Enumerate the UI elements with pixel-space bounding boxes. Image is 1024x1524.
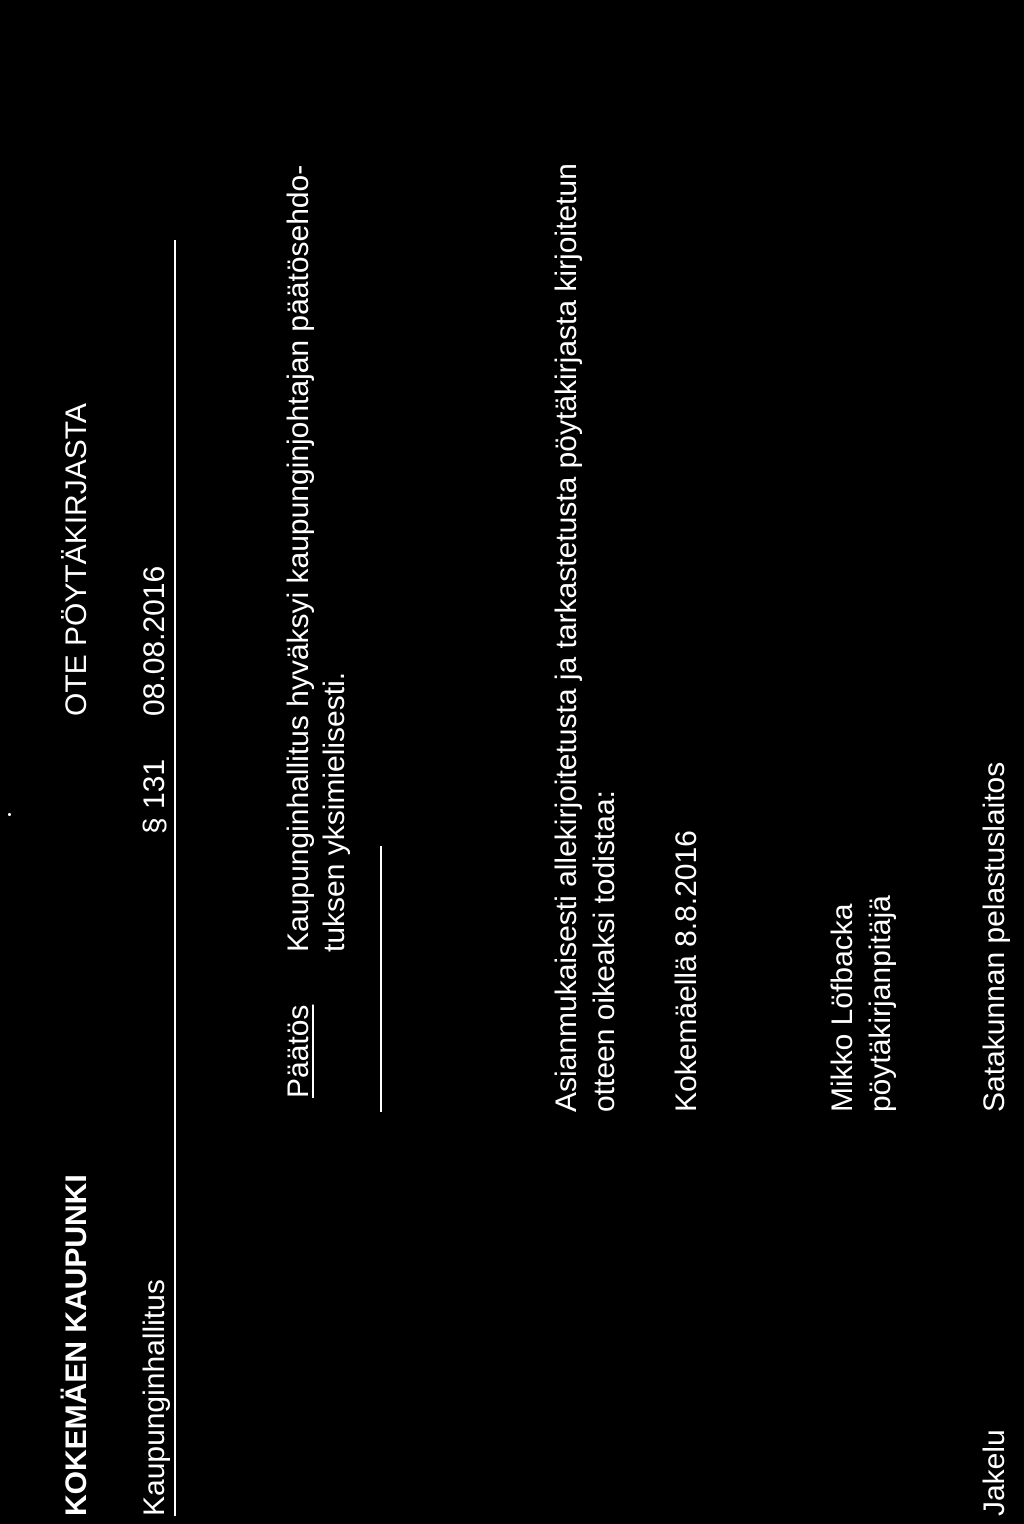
certification-line1: Asianmukaisesti allekirjoitetusta ja tarkastetusta pöytäkirjasta kirjoitetun xyxy=(550,163,583,1112)
decision-label: Päätös xyxy=(282,1004,315,1098)
distribution-label: Jakelu xyxy=(978,1429,1011,1516)
certification-line2: otteen oikeaksi todistaa: xyxy=(588,790,621,1112)
section-number: § 131 xyxy=(138,758,171,834)
decision-text-line1: Kaupunginhallitus hyväksyi kaupunginjohtajan päätösehdo- xyxy=(282,164,315,952)
separator-rule xyxy=(380,846,382,1112)
signer-title: pöytäkirjanpitäjä xyxy=(864,895,897,1112)
meeting-date: 08.08.2016 xyxy=(138,565,171,716)
place-and-date: Kokemäellä 8.8.2016 xyxy=(670,830,703,1112)
distribution-recipient: Satakunnan pelastuslaitos xyxy=(978,761,1011,1112)
scan-speck xyxy=(8,813,11,816)
signer-name: Mikko Löfbacka xyxy=(826,903,859,1112)
body-name: Kaupunginhallitus xyxy=(138,1279,171,1516)
document-type: OTE PÖYTÄKIRJASTA xyxy=(60,403,93,716)
header-rule xyxy=(174,240,176,1516)
organization-name: KOKEMÄEN KAUPUNKI xyxy=(60,1174,93,1516)
decision-text-line2: tuksen yksimielisesti. xyxy=(318,671,351,952)
